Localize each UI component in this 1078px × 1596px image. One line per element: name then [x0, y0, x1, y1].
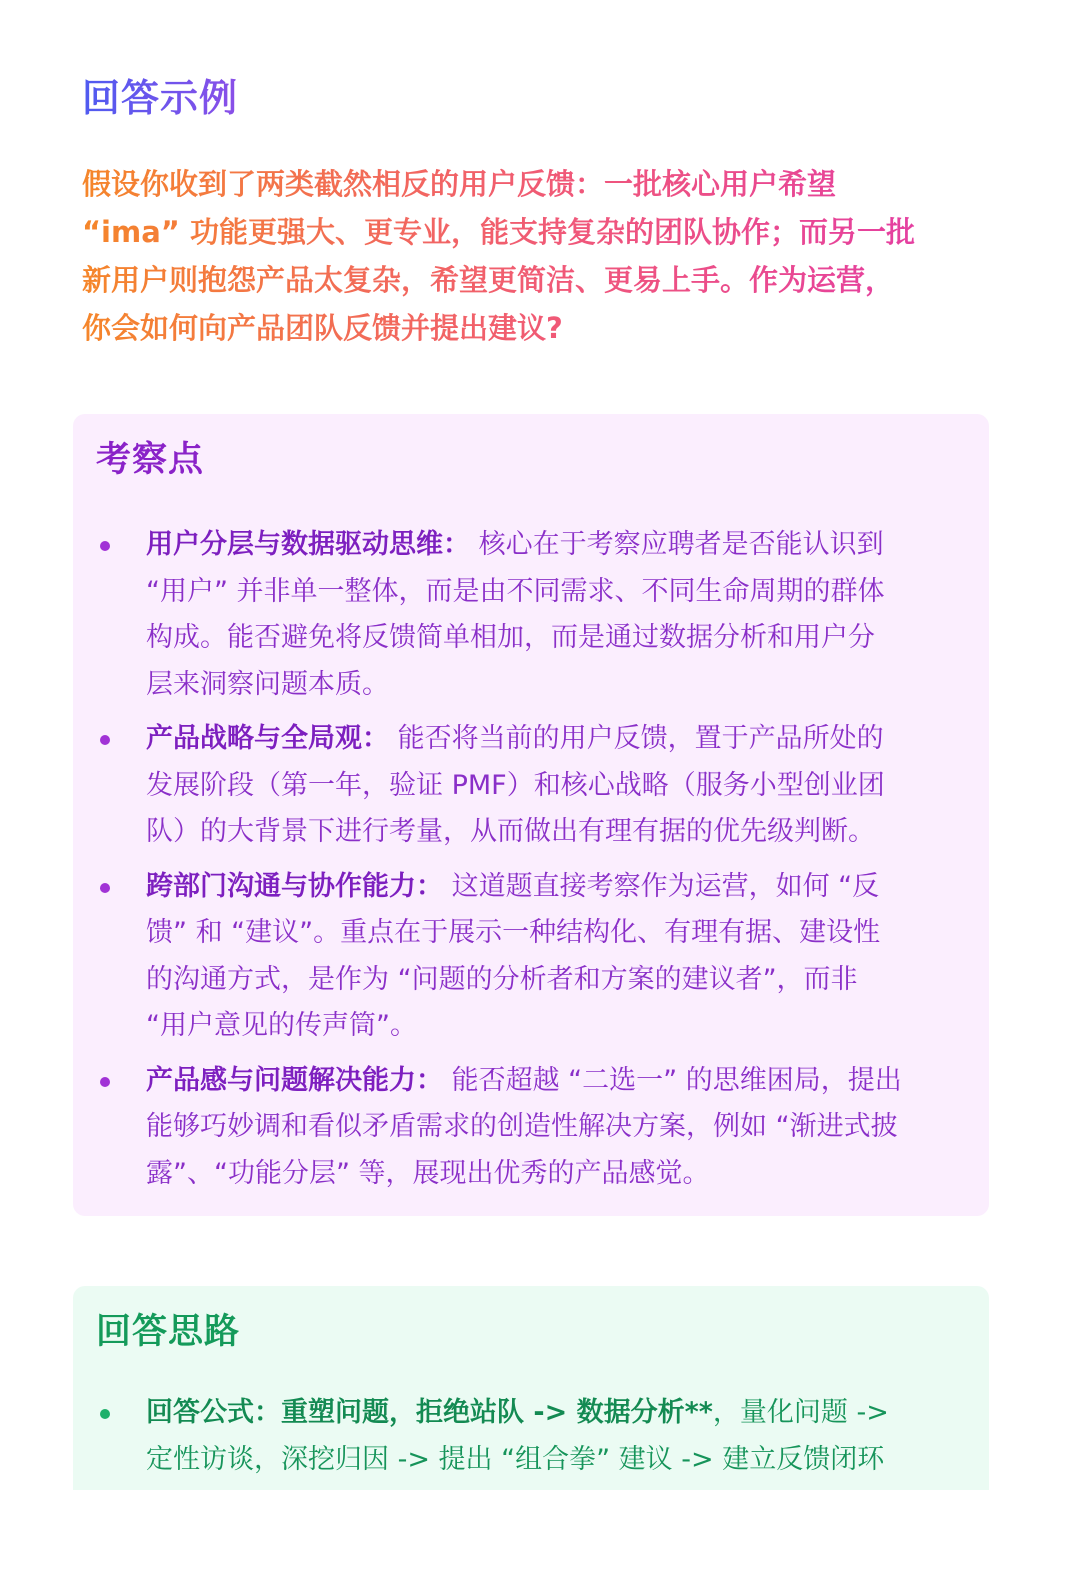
- bullet-first-line: [146, 716, 969, 763]
- list-item: [73, 864, 989, 1050]
- bullet-text: 队）的大背景下进行考量，从而做出有理有据的优先级判断。: [146, 816, 875, 847]
- bullet-lead: 跨部门沟通与协作能力：: [146, 870, 443, 902]
- bullet-text: 层来洞察问题本质。: [146, 668, 389, 700]
- list-item: [73, 1058, 989, 1198]
- question-text: [82, 160, 982, 352]
- answer-approach-title: 回答思路: [96, 1312, 241, 1352]
- bullet-first-line: [146, 864, 969, 911]
- answer-approach-list: [73, 1390, 989, 1491]
- bullet-text: 这道题直接考察作为运营，如何 “反: [443, 870, 880, 902]
- bullet-text: 构成。能否避免将反馈简单相加，而是通过数据分析和用户分: [146, 622, 875, 653]
- bullet-lead: 产品感与问题解决能力：: [146, 1064, 443, 1096]
- bullet-text: ，量化问题 ->: [712, 1397, 889, 1428]
- bullet-text: 能否将当前的用户反馈，置于产品所处的: [389, 723, 884, 754]
- bullet-lead: 产品战略与全局观：: [146, 723, 389, 754]
- bullet-first-line: [146, 1058, 969, 1105]
- question-line: 假设你收到了两类截然相反的用户反馈：一批核心用户希望: [82, 167, 837, 201]
- bullet-text: 定性访谈，深挖归因 -> 提出 “组合拳” 建议 -> 建立反馈闭环: [146, 1443, 885, 1475]
- bullet-dot-icon: [100, 541, 110, 551]
- bullet-text: 能够巧妙调和看似矛盾需求的创造性解决方案，例如 “渐进式披: [146, 1111, 898, 1142]
- bullet-text: “用户” 并非单一整体，而是由不同需求、不同生命周期的群体: [146, 575, 885, 607]
- assessment-points-card: [73, 414, 989, 1216]
- bullet-text: 馈” 和 “建议”。重点在于展示一种结构化、有理有据、建设性: [146, 917, 881, 948]
- assessment-points-title: 考察点: [96, 440, 205, 480]
- list-item: [73, 1390, 989, 1483]
- bullet-first-line: [146, 522, 969, 569]
- question-line: 新用户则抱怨产品太复杂，希望更简洁、更易上手。作为运营，: [82, 263, 895, 297]
- bullet-text: 发展阶段（第一年，验证 PMF）和核心战略（服务小型创业团: [146, 769, 885, 801]
- bullet-first-line: [146, 1390, 969, 1437]
- bullet-text: “用户意见的传声筒”。: [146, 1010, 417, 1041]
- question-line: “ima” 功能更强大、更专业，能支持复杂的团队协作；而另一批: [82, 215, 915, 249]
- bullet-text: 的沟通方式，是作为 “问题的分析者和方案的建议者”，而非: [146, 963, 858, 995]
- assessment-points-list: [73, 522, 989, 1205]
- bullet-lead: 回答公式：重塑问题，拒绝站队 -> 数据分析**: [146, 1397, 713, 1428]
- answer-approach-card: [73, 1286, 989, 1490]
- list-item: [73, 716, 989, 856]
- bullet-dot-icon: [100, 883, 110, 893]
- question-line: 你会如何向产品团队反馈并提出建议?: [82, 311, 563, 345]
- bullet-lead: 用户分层与数据驱动思维：: [146, 529, 470, 560]
- list-item: [73, 522, 989, 708]
- bullet-text: 能否超越 “二选一” 的思维困局，提出: [443, 1064, 902, 1096]
- page-title: 回答示例: [82, 72, 238, 124]
- bullet-dot-icon: [100, 1409, 110, 1419]
- bullet-dot-icon: [100, 735, 110, 745]
- bullet-dot-icon: [100, 1077, 110, 1087]
- bullet-text: 露”、“功能分层” 等，展现出优秀的产品感觉。: [146, 1157, 710, 1189]
- bullet-text: 核心在于考察应聘者是否能认识到: [470, 529, 884, 560]
